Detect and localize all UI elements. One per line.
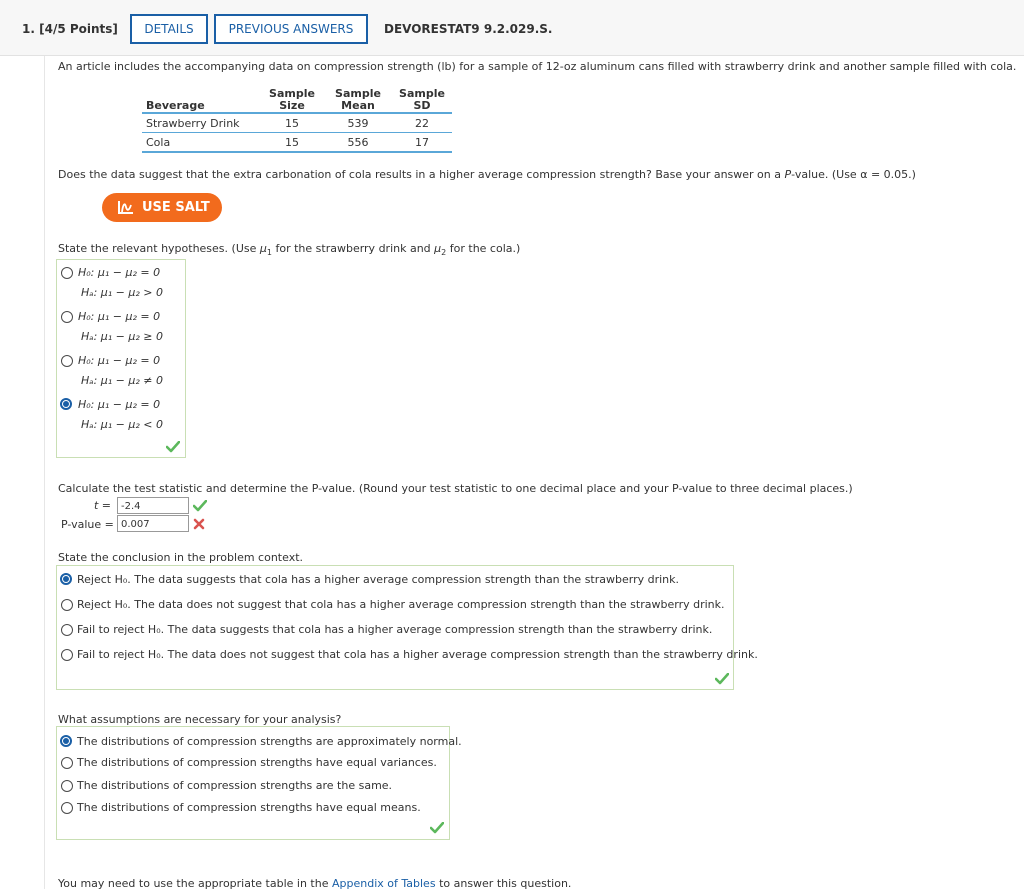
hyp-prompt-part: for the cola.) bbox=[449, 242, 521, 255]
x-icon bbox=[193, 518, 205, 530]
assumption-option-text: The distributions of compression strengths are the same. bbox=[77, 779, 393, 792]
conclusion-option-radio[interactable] bbox=[61, 599, 73, 611]
col-header-mean: Sample Mean bbox=[324, 86, 392, 113]
conclusion-option-text: Fail to reject H₀. The data suggests that cola has a higher average compression strength than the strawberry drink. bbox=[77, 623, 713, 636]
calc-prompt: Calculate the test statistic and determine the P-value. (Round your test statistic to one decimal place and your P-value to three decimal places.) bbox=[58, 482, 853, 495]
question-p-italic: P bbox=[784, 168, 792, 181]
conclusion-option-text: Reject H₀. The data does not suggest that cola has a higher average compression strength than the strawberry drink. bbox=[77, 598, 725, 611]
assumption-option-text: The distributions of compression strengths are approximately normal. bbox=[77, 735, 462, 748]
salt-logo-icon bbox=[118, 200, 134, 214]
t-label: t = bbox=[94, 499, 112, 512]
footer-text: to answer this question. bbox=[439, 877, 572, 890]
footer-note bbox=[58, 877, 571, 890]
check-icon bbox=[430, 822, 444, 834]
table-row bbox=[142, 133, 452, 153]
col-header-sd: Sample SD bbox=[392, 86, 452, 113]
hypothesis-option-radio[interactable] bbox=[61, 355, 73, 367]
intro-text: An article includes the accompanying data on compression strength (lb) for a sample of 12-oz aluminum cans filled with strawberry drink and another sample filled with cola. bbox=[58, 60, 1017, 73]
conclusion-prompt: State the conclusion in the problem context. bbox=[58, 551, 304, 564]
question-text-part: Does the data suggest that the extra carbonation of cola results in a higher average compression strength? Base your answer on a bbox=[58, 168, 781, 181]
cell-size: 15 bbox=[260, 133, 324, 153]
cell-sd: 22 bbox=[392, 113, 452, 133]
assumption-option-radio[interactable] bbox=[61, 802, 73, 814]
conclusion-option-text: Fail to reject H₀. The data does not suggest that cola has a higher average compression strength than the strawberry drink. bbox=[77, 648, 758, 661]
mu2-symbol: μ bbox=[434, 242, 442, 255]
conclusion-option-radio[interactable] bbox=[61, 624, 73, 636]
assumption-option-radio[interactable] bbox=[61, 757, 73, 769]
question-number bbox=[22, 22, 118, 36]
assumptions-prompt: What assumptions are necessary for your analysis? bbox=[58, 713, 342, 726]
hypothesis-ha: Hₐ: μ₁ − μ₂ ≥ 0 bbox=[81, 330, 164, 343]
points-label: [4/5 Points] bbox=[39, 22, 118, 36]
use-salt-label: USE SALT bbox=[142, 200, 210, 215]
hypothesis-h0: H₀: μ₁ − μ₂ = 0 bbox=[78, 398, 161, 411]
col-header-size: Sample Size bbox=[260, 86, 324, 113]
hypothesis-option-radio-selected[interactable] bbox=[60, 398, 72, 410]
conclusion-option-radio[interactable] bbox=[61, 649, 73, 661]
p-value-label: P-value = bbox=[61, 518, 114, 531]
hypothesis-ha: Hₐ: μ₁ − μ₂ ≠ 0 bbox=[81, 374, 164, 387]
problem-code: DEVORESTAT9 9.2.029.S. bbox=[384, 22, 553, 36]
cell-size: 15 bbox=[260, 113, 324, 133]
mu2-subscript: 2 bbox=[441, 248, 447, 258]
content-left-border bbox=[44, 56, 45, 889]
footer-text: You may need to use the appropriate table in the bbox=[58, 877, 329, 890]
previous-answers-button[interactable]: PREVIOUS ANSWERS bbox=[214, 14, 368, 44]
mu1-symbol: μ bbox=[259, 242, 267, 255]
check-icon bbox=[166, 441, 180, 453]
hypotheses-prompt bbox=[58, 242, 520, 257]
hypothesis-h0: H₀: μ₁ − μ₂ = 0 bbox=[78, 354, 161, 367]
data-table bbox=[142, 86, 452, 153]
hypothesis-option-radio[interactable] bbox=[61, 267, 73, 279]
use-salt-button[interactable] bbox=[102, 193, 222, 222]
question-text bbox=[58, 168, 916, 181]
question-text-part: -value. (Use bbox=[791, 168, 857, 181]
alpha-expression: α = 0.05.) bbox=[860, 168, 916, 181]
hyp-prompt-part: State the relevant hypotheses. (Use bbox=[58, 242, 257, 255]
hypothesis-h0: H₀: μ₁ − μ₂ = 0 bbox=[78, 266, 161, 279]
assumption-option-radio-selected[interactable] bbox=[60, 735, 72, 747]
cell-sd: 17 bbox=[392, 133, 452, 153]
mu1-subscript: 1 bbox=[266, 248, 272, 258]
check-icon bbox=[193, 500, 207, 512]
check-icon bbox=[715, 673, 729, 685]
cell-beverage: Strawberry Drink bbox=[142, 113, 260, 133]
question-number-text: 1. bbox=[22, 22, 35, 36]
table-row bbox=[142, 113, 452, 133]
p-value-input[interactable]: 0.007 bbox=[117, 515, 189, 532]
hyp-prompt-part: for the strawberry drink and bbox=[275, 242, 431, 255]
assumption-option-radio[interactable] bbox=[61, 780, 73, 792]
assumption-option-text: The distributions of compression strengths have equal means. bbox=[77, 801, 421, 814]
col-header-beverage: Beverage bbox=[142, 86, 260, 113]
hypothesis-ha: Hₐ: μ₁ − μ₂ > 0 bbox=[81, 286, 164, 299]
cell-beverage: Cola bbox=[142, 133, 260, 153]
t-statistic-input[interactable]: -2.4 bbox=[117, 497, 189, 514]
conclusion-option-text: Reject H₀. The data suggests that cola has a higher average compression strength than the strawberry drink. bbox=[77, 573, 680, 586]
hypothesis-h0: H₀: μ₁ − μ₂ = 0 bbox=[78, 310, 161, 323]
hypothesis-option-radio[interactable] bbox=[61, 311, 73, 323]
cell-mean: 556 bbox=[324, 133, 392, 153]
cell-mean: 539 bbox=[324, 113, 392, 133]
question-header bbox=[0, 0, 1024, 56]
appendix-tables-link[interactable]: Appendix of Tables bbox=[332, 877, 436, 890]
hypothesis-ha: Hₐ: μ₁ − μ₂ < 0 bbox=[81, 418, 164, 431]
conclusion-option-radio-selected[interactable] bbox=[60, 573, 72, 585]
details-button[interactable]: DETAILS bbox=[130, 14, 208, 44]
assumption-option-text: The distributions of compression strengths have equal variances. bbox=[77, 756, 437, 769]
